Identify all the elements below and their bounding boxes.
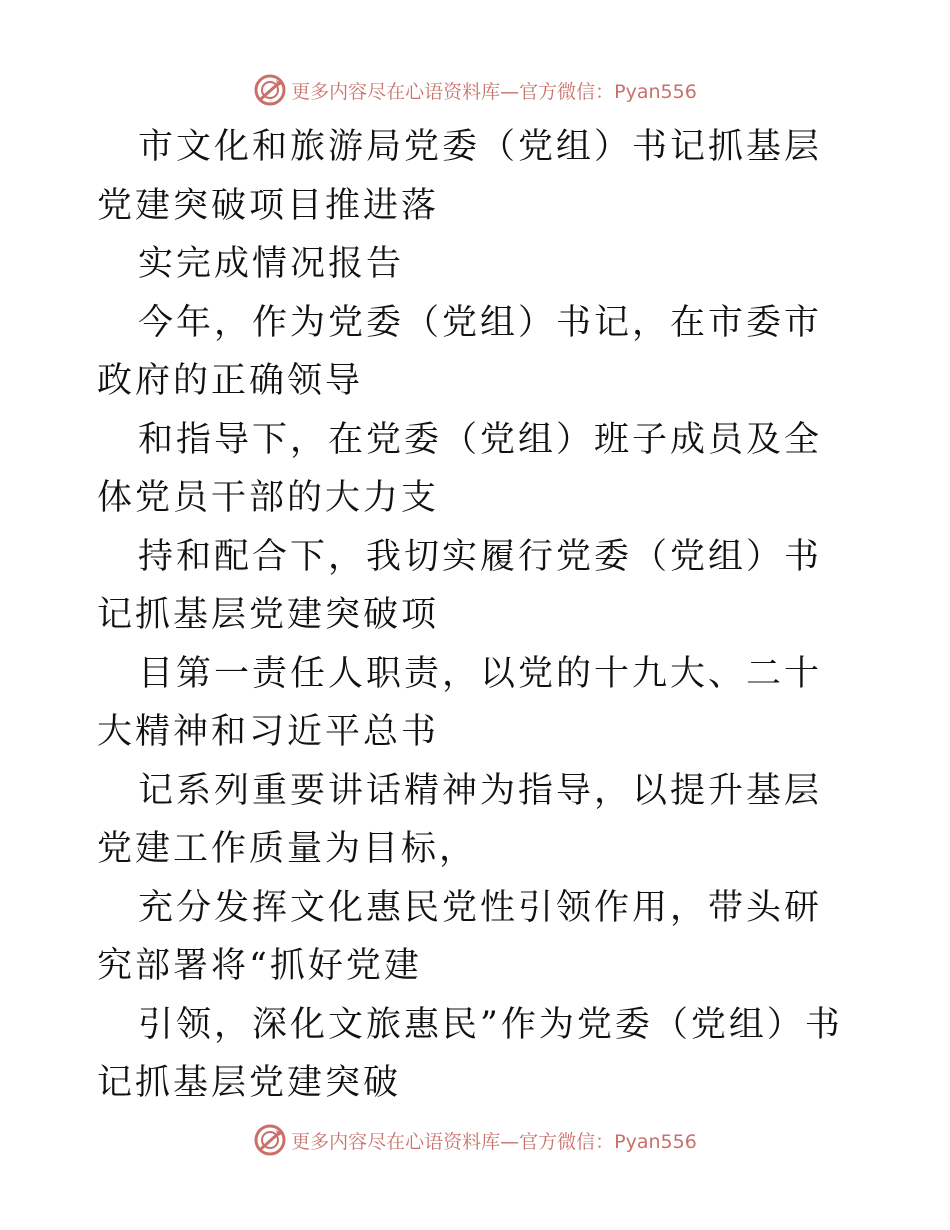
paragraph-2: 实完成情况报告 [138, 244, 405, 284]
paragraph-4: 和指导下，在党委（党组）班子成员及全体党员干部的大力支 [97, 419, 823, 518]
watermark-banner-top [0, 70, 950, 110]
paragraph-3: 今年，作为党委（党组）书记，在市委市政府的正确领导 [97, 302, 823, 401]
watermark-banner-bottom [0, 1120, 950, 1160]
brand-logo-icon [253, 73, 287, 107]
watermark-text: 更多内容尽在心语资料库—官方微信：Pyan556 [291, 1130, 697, 1153]
paragraph-1: 市文化和旅游局党委（党组）书记抓基层党建突破项目推进落 [97, 127, 823, 226]
paragraph-6: 目第一责任人职责，以党的十九大、二十大精神和习近平总书 [97, 653, 823, 752]
document-body [97, 118, 857, 1113]
brand-logo-icon [253, 1123, 287, 1157]
paragraph-5: 持和配合下，我切实履行党委（党组）书记抓基层党建突破项 [97, 536, 823, 635]
watermark-text: 更多内容尽在心语资料库—官方微信：Pyan556 [291, 80, 697, 103]
paragraph-9: 引领，深化文旅惠民”作为党委（党组）书记抓基层党建突破 [97, 1004, 843, 1103]
paragraph-7: 记系列重要讲话精神为指导，以提升基层党建工作质量为目标， [97, 770, 823, 869]
paragraph-8: 充分发挥文化惠民党性引领作用，带头研究部署将“抓好党建 [97, 887, 823, 986]
